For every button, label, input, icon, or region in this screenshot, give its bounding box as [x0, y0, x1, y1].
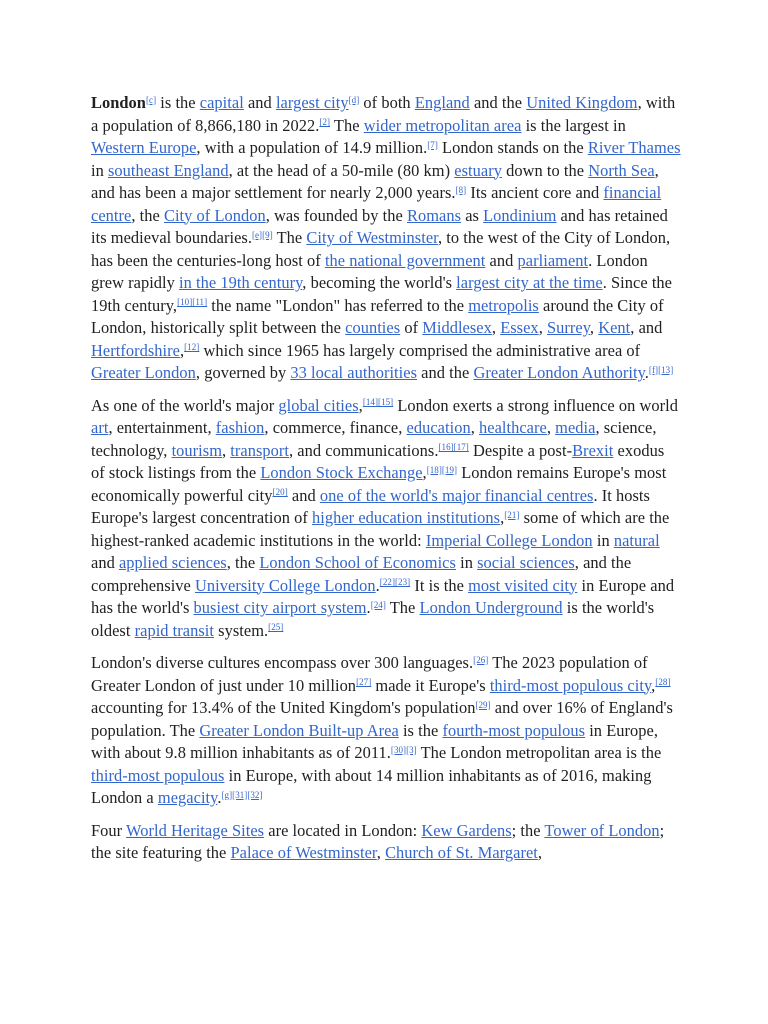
citation-link[interactable]: [16][17] [438, 442, 469, 453]
wiki-link[interactable]: busiest city airport system [193, 598, 367, 617]
text-run: London stands on the [437, 138, 588, 157]
wiki-link[interactable]: United Kingdom [526, 93, 638, 112]
wiki-link[interactable]: Greater London Built-up Area [199, 720, 399, 740]
citation-link[interactable]: [21] [504, 509, 520, 520]
citation-ref [252, 230, 262, 240]
citation-ref [473, 655, 488, 665]
wiki-link[interactable]: Western Europe [91, 138, 197, 157]
wiki-link[interactable]: Imperial College London [425, 530, 593, 550]
wiki-link[interactable]: parliament [517, 250, 589, 270]
text-run: , with a population of 8,866,180 in 2022. [91, 93, 676, 135]
text-run: , and the comprehensive [91, 553, 632, 595]
text-run: , the [226, 553, 260, 572]
text-run: London exerts a strong influence on world [393, 395, 678, 415]
citation-ref [177, 297, 207, 307]
wiki-link[interactable]: River Thames [587, 138, 681, 157]
text-run: Four [91, 820, 127, 840]
text-run: . It hosts Europe's largest concentration of [91, 485, 650, 527]
text-run: , [651, 675, 656, 695]
wiki-link[interactable]: third-most populous city [489, 675, 652, 695]
text-run: , with a population of 14.9 million. [196, 138, 428, 157]
wiki-link[interactable]: metropolis [468, 295, 539, 315]
text-run: and over 16% of England's population. The [91, 698, 673, 740]
text-run: in [91, 160, 108, 180]
citation-ref [222, 790, 263, 800]
text-run: . [375, 575, 380, 595]
citation-link[interactable]: [18][19] [426, 464, 458, 475]
text-run: , to the west of the City of London, has been the centuries-long host of [91, 228, 671, 270]
wiki-link[interactable]: Essex [500, 318, 539, 337]
text-run: . London grew rapidly [91, 250, 648, 292]
citation-ref [268, 622, 283, 632]
text-run: and [91, 553, 119, 572]
text-run: is the [398, 720, 443, 740]
wiki-link[interactable]: social sciences [477, 553, 575, 572]
wiki-link[interactable]: southeast England [108, 160, 229, 180]
citation-link[interactable]: [2] [319, 117, 331, 128]
citation-ref [504, 510, 519, 520]
text-run: The [272, 228, 307, 247]
wiki-link[interactable]: megacity [157, 788, 218, 807]
citation-ref [262, 230, 273, 240]
text-run: As one of the world's major [91, 395, 279, 415]
wiki-link[interactable]: London Underground [419, 598, 563, 617]
article-body [91, 92, 681, 875]
article-subject: London [91, 93, 146, 112]
text-run: , [546, 418, 556, 437]
text-run: , becoming the world's [302, 273, 457, 292]
citation-link[interactable]: [27] [356, 677, 372, 688]
wiki-link[interactable]: City of London [163, 205, 266, 225]
wiki-link[interactable]: London School of Economics [259, 553, 456, 572]
wiki-link[interactable]: financial centre [91, 183, 662, 225]
text-run: , [358, 395, 363, 415]
text-run: ; the site featuring the [91, 820, 665, 862]
text-run: exodus of stock listings from the [91, 440, 665, 482]
citation-ref [649, 365, 673, 375]
text-run: and [287, 485, 320, 505]
citation-link[interactable]: [f][13] [648, 364, 674, 375]
text-run: , [491, 318, 501, 337]
text-run: , and [630, 318, 663, 337]
text-run: . [366, 598, 371, 617]
citation-ref [456, 185, 467, 195]
text-run: , the [131, 205, 164, 225]
text-run: is the [156, 93, 200, 112]
paragraph [91, 92, 681, 385]
wiki-link[interactable]: London Stock Exchange [260, 463, 423, 482]
citation-ref [363, 397, 393, 407]
wiki-link[interactable]: Greater London Authority [473, 363, 645, 382]
wiki-link[interactable]: estuary [454, 160, 502, 180]
wiki-link[interactable]: fourth-most populous [442, 720, 586, 740]
text-run: The [330, 115, 364, 135]
text-run: are located in London: [264, 820, 422, 840]
wiki-link[interactable]: Greater London [91, 363, 196, 382]
text-run: . [644, 363, 649, 382]
text-run: London remains Europe's most economically powerful city [91, 463, 667, 505]
citation-ref [349, 95, 360, 105]
text-run: in Europe, with about 9.8 million inhabitants as of 2011. [91, 720, 658, 762]
wiki-link[interactable]: most visited city [468, 575, 578, 595]
text-run: The 2023 population of Greater London of just under 10 million [91, 653, 648, 695]
citation-link[interactable]: [14][15] [362, 397, 394, 408]
text-run: and the [469, 93, 527, 112]
citation-ref [319, 117, 330, 127]
text-run: Its ancient core and [466, 183, 604, 202]
citation-link[interactable]: [d] [348, 94, 360, 105]
wiki-link[interactable]: transport [230, 440, 290, 460]
text-run: which since 1965 has largely comprised the administrative area of [199, 340, 641, 360]
paragraph [91, 652, 681, 810]
citation-link[interactable]: [12] [184, 342, 200, 353]
text-run: and [243, 93, 276, 112]
text-run: , [589, 318, 599, 337]
wiki-link[interactable]: the national government [324, 250, 486, 270]
citation-ref [427, 140, 438, 150]
citation-link[interactable]: [28] [655, 677, 671, 688]
text-run: , and has been a major settlement for nearly 2,000 years. [91, 160, 659, 202]
citation-ref [475, 700, 490, 710]
text-run: , [538, 318, 547, 337]
wiki-link[interactable]: largest city [275, 93, 349, 112]
text-run: the name "London" has referred to the [207, 295, 469, 315]
wiki-link[interactable]: healthcare [479, 418, 547, 437]
text-run: and has retained its medieval boundaries. [91, 205, 668, 247]
wiki-link[interactable]: Hertfordshire [91, 340, 180, 360]
wiki-link[interactable]: University College London [195, 575, 376, 595]
wiki-link[interactable]: global cities [278, 395, 359, 415]
text-run: ; the [511, 820, 545, 840]
citation-link[interactable]: [25] [268, 622, 284, 633]
citation-ref [273, 487, 288, 497]
paragraph [91, 820, 681, 865]
wiki-link[interactable]: media [555, 418, 596, 437]
wiki-link[interactable]: education [406, 418, 471, 437]
wiki-link[interactable]: Kent [598, 318, 631, 337]
wiki-link[interactable]: one of the world's major financial centres [319, 485, 594, 505]
text-run: and [485, 250, 518, 270]
wiki-link[interactable]: Surrey [546, 318, 590, 337]
wiki-link[interactable]: rapid transit [134, 620, 215, 640]
text-run: is the world's oldest [91, 598, 655, 640]
paragraph [91, 395, 681, 643]
text-run: in Europe and has the world's [91, 575, 675, 617]
text-run: in Europe, with about 14 million inhabitants as of 2016, making London a [91, 765, 652, 807]
text-run: as [461, 205, 484, 225]
text-run: is the largest in [521, 115, 626, 135]
citation-link[interactable]: [30][3] [390, 744, 417, 755]
citation-ref [371, 600, 386, 610]
text-run: The [385, 598, 420, 617]
text-run: , entertainment, [108, 418, 216, 437]
citation-ref [184, 342, 199, 352]
text-run: system. [214, 620, 269, 640]
text-run: , science, technology, [91, 418, 657, 460]
wiki-link[interactable]: in the 19th century [179, 273, 303, 292]
citation-ref [391, 745, 417, 755]
text-run: around the City of London, historically split between the [91, 295, 664, 337]
text-run: , [500, 508, 505, 527]
citation-ref [438, 442, 468, 452]
wiki-link[interactable]: art [91, 418, 109, 437]
text-run: The London metropolitan area is the [416, 743, 662, 762]
citation-link[interactable]: [g][31][32] [221, 789, 263, 800]
citation-link[interactable]: [20] [272, 487, 288, 498]
citation-link[interactable]: [22][23] [379, 577, 411, 588]
text-run: , commerce, finance, [264, 418, 407, 437]
text-run: in [455, 553, 478, 572]
wiki-link[interactable]: capital [199, 93, 244, 112]
text-run: of [400, 318, 423, 337]
wiki-link[interactable]: higher education institutions [312, 508, 501, 527]
wiki-link[interactable]: North Sea [588, 160, 655, 180]
text-run: Despite a post- [468, 440, 573, 460]
citation-link[interactable]: [29] [475, 699, 491, 710]
citation-link[interactable]: [7] [427, 139, 438, 150]
text-run: , [179, 340, 185, 360]
wiki-link[interactable]: counties [345, 318, 401, 337]
citation-link[interactable]: [26] [473, 654, 489, 665]
text-run: , at the head of a 50-mile (80 km) [228, 160, 455, 180]
wiki-link[interactable]: fashion [215, 418, 265, 437]
citation-ref [655, 677, 670, 687]
wiki-link[interactable]: Middlesex [422, 318, 492, 337]
text-run: some of which are the highest-ranked academic institutions in the world: [91, 508, 670, 550]
text-run: , [222, 440, 231, 460]
wiki-link[interactable]: 33 local authorities [290, 363, 418, 382]
text-run: down to the [501, 160, 589, 180]
citation-link[interactable]: [e] [251, 229, 263, 240]
citation-ref [427, 465, 457, 475]
citation-ref [356, 677, 371, 687]
text-run: . Since the 19th century, [91, 273, 673, 315]
wiki-link[interactable]: Church of St. Margaret [385, 843, 538, 862]
wiki-link[interactable]: wider metropolitan area [363, 115, 522, 135]
text-run: , and communications. [289, 440, 439, 460]
text-run: of both [359, 93, 415, 112]
wiki-link[interactable]: largest city at the time [456, 273, 603, 292]
citation-link[interactable]: [24] [370, 599, 386, 610]
wiki-link[interactable]: England [414, 93, 470, 112]
wiki-link[interactable]: Kew Gardens [421, 820, 512, 840]
citation-ref [380, 577, 410, 587]
text-run: London's diverse cultures encompass over 300 languages. [91, 653, 474, 672]
text-run: , [537, 843, 543, 862]
text-run: . [217, 788, 222, 807]
wiki-link[interactable]: Londinium [483, 205, 557, 225]
wiki-link[interactable]: City of Westminster [306, 228, 439, 247]
wiki-link[interactable]: applied sciences [118, 553, 227, 572]
text-run: It is the [410, 575, 469, 595]
text-run: , [376, 843, 386, 862]
text-run: in [592, 530, 614, 550]
wiki-link[interactable]: Tower of London [544, 820, 660, 840]
wiki-link[interactable]: third-most populous [91, 765, 225, 785]
wiki-link[interactable]: tourism [171, 440, 222, 460]
text-run: accounting for 13.4% of the United Kingdom's population [91, 698, 476, 717]
text-run: made it Europe's [371, 675, 490, 695]
text-run: , was founded by the [265, 205, 408, 225]
citation-link[interactable]: [10][11] [177, 297, 208, 308]
citation-link[interactable]: [9] [262, 229, 273, 240]
text-run: , [470, 418, 479, 437]
wiki-link[interactable]: Brexit [572, 440, 614, 460]
citation-ref [146, 95, 156, 105]
text-run: , [422, 463, 427, 482]
text-run: and the [417, 363, 474, 382]
wiki-link[interactable]: Romans [407, 205, 462, 225]
text-run: , governed by [195, 363, 291, 382]
citation-link[interactable]: [8] [455, 184, 467, 195]
citation-link[interactable]: [c] [145, 94, 157, 105]
wiki-link[interactable]: natural [613, 530, 660, 550]
wiki-link[interactable]: Palace of Westminster [230, 843, 377, 862]
wiki-link[interactable]: World Heritage Sites [126, 820, 265, 840]
